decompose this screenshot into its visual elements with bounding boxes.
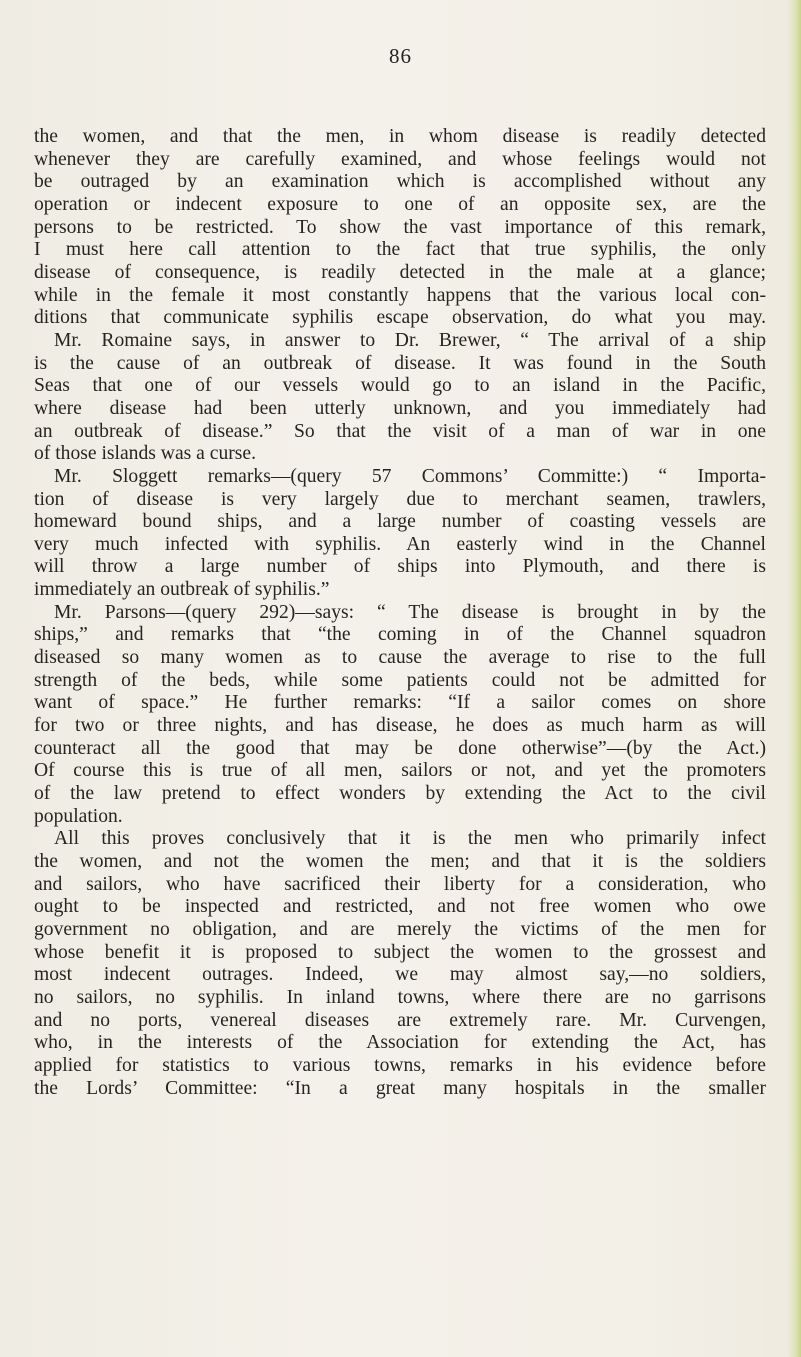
text-line: persons to be restricted. To show the vast importance of this remark, <box>34 216 766 238</box>
text-line: ought to be inspected and restricted, and not free women who owe <box>34 896 766 918</box>
text-line: an outbreak of disease.” So that the visit of a man of war in one <box>34 420 766 442</box>
text-line: want of space.” He further remarks: “If a sailor comes on shore <box>34 692 766 714</box>
text-line: tion of disease is very largely due to merchant seamen, trawlers, <box>34 488 766 510</box>
text-line: no sailors, no syphilis. In inland towns, where there are no garrisons <box>34 986 766 1008</box>
text-line: the women, and that the men, in whom disease is readily detected <box>34 126 766 147</box>
text-line: operation or indecent exposure to one of an opposite sex, are the <box>34 193 766 215</box>
text-line: is the cause of an outbreak of disease. It was found in the South <box>34 352 766 374</box>
text-line: very much infected with syphilis. An easterly wind in the Channel <box>34 533 766 555</box>
page-number: 86 <box>389 44 412 68</box>
text-line: All this proves conclusively that it is the men who primarily infect <box>54 828 766 850</box>
text-line: immediately an outbreak of syphilis.” <box>34 579 330 601</box>
text-line: population. <box>34 805 123 827</box>
text-line: ditions that communicate syphilis escape observation, do what you may. <box>34 307 766 329</box>
text-line: for two or three nights, and has disease, he does as much harm as will <box>34 715 766 737</box>
text-line: who, in the interests of the Association for extending the Act, has <box>34 1032 766 1054</box>
text-line: and no ports, venereal diseases are extremely rare. Mr. Curvengen, <box>34 1009 766 1031</box>
text-line: Seas that one of our vessels would go to an island in the Pacific, <box>34 375 766 397</box>
text-line: of those islands was a curse. <box>34 443 257 465</box>
text-line: government no obligation, and are merely the victims of the men for <box>34 918 766 940</box>
text-line: while in the female it most constantly happens that the various local con- <box>34 284 766 306</box>
text-line: strength of the beds, while some patients could not be admitted for <box>34 669 766 691</box>
text-line: diseased so many women as to cause the average to rise to the full <box>34 647 766 669</box>
text-line: homeward bound ships, and a large number of coasting vessels are <box>34 511 766 533</box>
text-line: the Lords’ Committee: “In a great many hospitals in the smaller <box>34 1077 766 1099</box>
text-line: Mr. Sloggett remarks—(query 57 Commons’ Committe:) “ Importa- <box>54 465 766 487</box>
text-line: where disease had been utterly unknown, and you immediately had <box>34 397 766 419</box>
text-line: whenever they are carefully examined, and whose feelings would not <box>34 148 766 170</box>
body-text <box>34 126 766 1100</box>
text-line: will throw a large number of ships into Plymouth, and there is <box>34 556 766 578</box>
text-line: and sailors, who have sacrificed their liberty for a consideration, who <box>34 873 766 895</box>
text-line: Of course this is true of all men, sailors or not, and yet the promoters <box>34 760 766 782</box>
text-line: be outraged by an examination which is accomplished without any <box>34 171 766 193</box>
text-line: of the law pretend to effect wonders by extending the Act to the civil <box>34 783 766 805</box>
text-line: applied for statistics to various towns, remarks in his evidence before <box>34 1054 766 1076</box>
text-line: the women, and not the women the men; and that it is the soldiers <box>34 851 766 872</box>
text-line: ships,” and remarks that “the coming in of the Channel squadron <box>34 624 766 646</box>
text-line: Mr. Romaine says, in answer to Dr. Brewer, “ The arrival of a ship <box>54 329 766 351</box>
text-line: counteract all the good that may be done otherwise”—(by the Act.) <box>34 737 766 759</box>
text-line: most indecent outrages. Indeed, we may almost say,—no soldiers, <box>34 964 766 986</box>
text-line: I must here call attention to the fact that true syphilis, the only <box>34 239 766 261</box>
text-line: Mr. Parsons—(query 292)—says: “ The disease is brought in by the <box>54 601 766 623</box>
text-line: disease of consequence, is readily detected in the male at a glance; <box>34 261 766 283</box>
text-line: whose benefit it is proposed to subject the women to the grossest and <box>34 941 766 963</box>
page-edge <box>787 0 801 1357</box>
